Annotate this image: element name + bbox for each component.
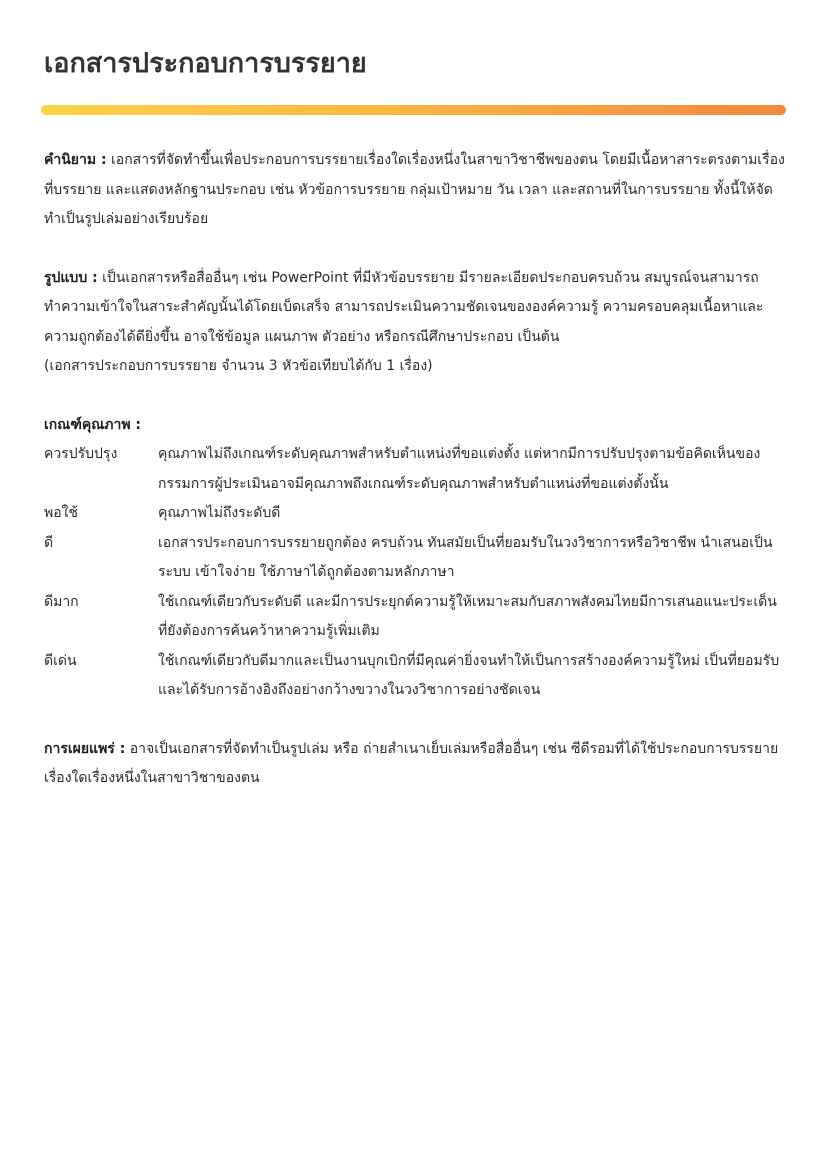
criteria-level: ดี xyxy=(44,534,54,551)
criteria-description: ใช้เกณฑ์เดียวกับระดับดี และมีการประยุกต์ความรู้ให้เหมาะสมกับสภาพสังคมไทยมีการเสนอแนะประเด็นที่ยังต้องการค้นคว้าหาความรู้เพิ่มเติม xyxy=(158,593,777,639)
section-spacer xyxy=(44,382,786,411)
criteria-level: พอใช้ xyxy=(44,505,78,521)
criteria-level: ควรปรับปรุง xyxy=(44,446,118,462)
criteria-level: ดีมาก xyxy=(44,593,79,610)
criteria-row-good xyxy=(44,529,786,588)
dissemination-text: อาจเป็นเอกสารที่จัดทำเป็นรูปเล่ม หรือ ถ่ายสำเนาเย็บเล่มหรือสื่ออื่นๆ เช่น ซีดีรอมที่ได้ใช้ประกอบการบรรยายเรื่องใดเรื่องหนึ่งในสาขาวิชาของตน xyxy=(44,740,779,786)
dissemination-section xyxy=(44,735,786,794)
document-body xyxy=(44,146,786,794)
definition-section xyxy=(44,146,786,235)
format-note: (เอกสารประกอบการบรรยาย จำนวน 3 หัวข้อเทียบได้กับ 1 เรื่อง) xyxy=(44,358,433,374)
criteria-row-very-good xyxy=(44,588,786,647)
format-section xyxy=(44,264,786,353)
definition-label: คำนิยาม : xyxy=(44,152,107,168)
dissemination-label: การเผยแพร่ : xyxy=(44,740,126,757)
page-title: เอกสารประกอบการบรรยาย xyxy=(44,48,367,79)
criteria-heading: เกณฑ์คุณภาพ : xyxy=(44,416,142,433)
criteria-description: คุณภาพไม่ถึงระดับดี xyxy=(158,505,281,521)
section-spacer xyxy=(44,706,786,735)
criteria-row-fair xyxy=(44,499,786,529)
criteria-row-needs-improvement xyxy=(44,440,786,499)
title-underline-bar xyxy=(41,105,786,115)
criteria-description: เอกสารประกอบการบรรยายถูกต้อง ครบถ้วน ทันสมัยเป็นที่ยอมรับในวงวิชาการหรือวิชาชีพ นำเสนอเป็นระบบ เข้าใจง่าย ใช้ภาษาได้ถูกต้องตามหลักภาษา xyxy=(158,534,773,580)
section-spacer xyxy=(44,235,786,264)
format-label: รูปแบบ : xyxy=(44,269,98,286)
criteria-description: ใช้เกณฑ์เดียวกับดีมากและเป็นงานบุกเบิกที่มีคุณค่ายิ่งจนทำให้เป็นการสร้างองค์ความรู้ใหม่ เป็นที่ยอมรับและได้รับการอ้างอิงถึงอย่างกว้างขวางในวงวิชาการอย่างชัดเจน xyxy=(158,652,780,698)
format-text: เป็นเอกสารหรือสื่ออื่นๆ เช่น PowerPoint ที่มีหัวข้อบรรยาย มีรายละเอียดประกอบครบถ้วน สมบูรณ์จนสามารถทำความเข้าใจในสาระสำคัญนั้นได้โดยเบ็ดเสร็จ สามารถประเมินความชัดเจนขององค์ความรู้ ความครอบคลุมเนื้อหาและความถูกต้องได้ดียิ่งขึ้น อาจใช้ข้อมูล แผนภาพ ตัวอย่าง หรือกรณีศึกษาประกอบ เป็นต้น xyxy=(44,269,764,345)
criteria-level: ดีเด่น xyxy=(44,652,77,669)
criteria-row-excellent xyxy=(44,647,786,706)
criteria-description: คุณภาพไม่ถึงเกณฑ์ระดับคุณภาพสำหรับตำแหน่งที่ขอแต่งตั้ง แต่หากมีการปรับปรุงตามข้อคิดเห็นของกรรมการผู้ประเมินอาจมีคุณภาพถึงเกณฑ์ระดับคุณภาพสำหรับตำแหน่งที่ขอแต่งตั้งนั้น xyxy=(158,446,761,492)
definition-text: เอกสารที่จัดทำขึ้นเพื่อประกอบการบรรยายเรื่องใดเรื่องหนึ่งในสาขาวิชาชีพของตน โดยมีเนื้อหาสาระตรงตามเรื่องที่บรรยาย และแสดงหลักฐานประกอบ เช่น หัวข้อการบรรยาย กลุ่มเป้าหมาย วัน เวลา และสถานที่ในการบรรยาย ทั้งนี้ให้จัดทำเป็นรูปเล่มอย่างเรียบร้อย xyxy=(44,152,785,227)
